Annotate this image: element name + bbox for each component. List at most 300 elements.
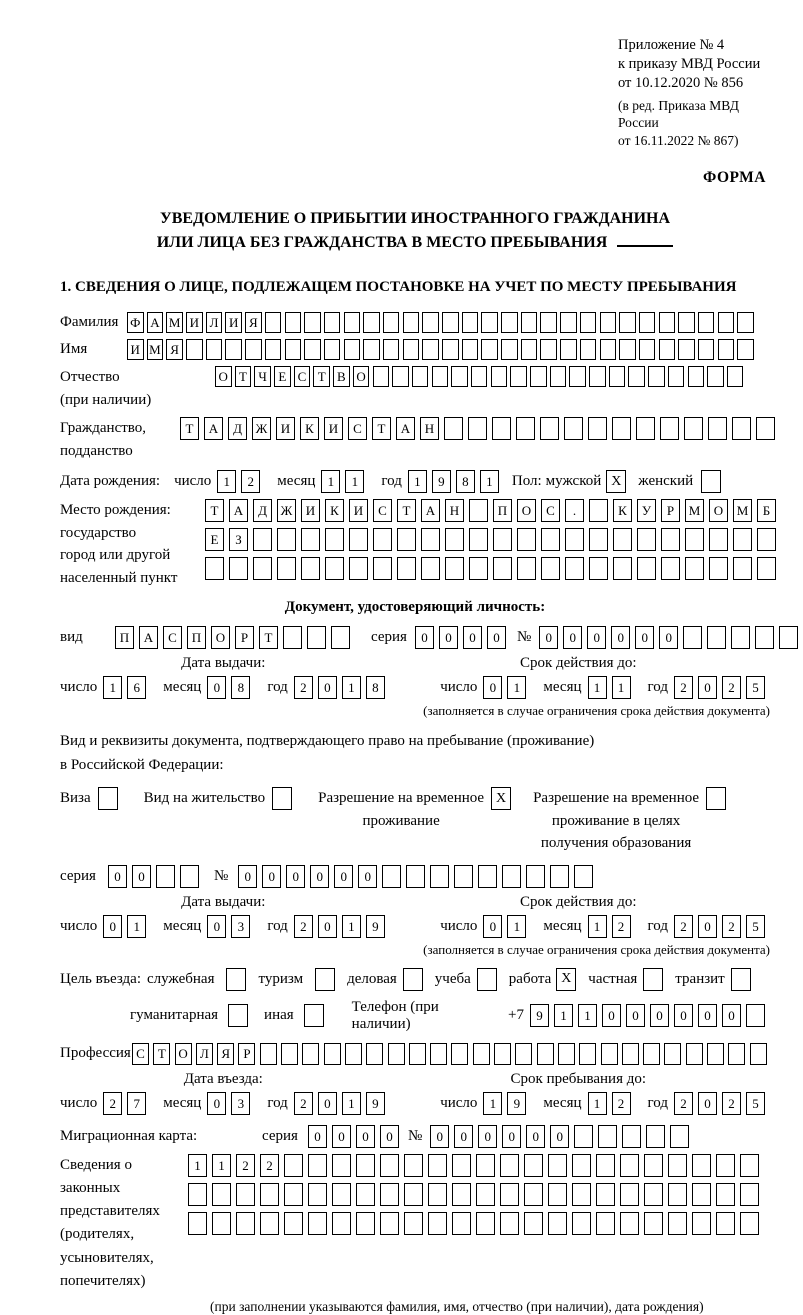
char-box[interactable]: К — [613, 499, 632, 522]
char-box[interactable] — [409, 1043, 426, 1065]
char-box[interactable] — [253, 528, 272, 551]
char-box[interactable]: И — [324, 417, 343, 440]
char-box[interactable] — [598, 1125, 617, 1148]
char-box[interactable]: 0 — [262, 865, 281, 888]
char-box[interactable]: А — [147, 312, 164, 333]
char-box[interactable]: 2 — [294, 1092, 313, 1115]
char-box[interactable]: 2 — [236, 1154, 255, 1177]
char-box[interactable] — [707, 626, 726, 649]
char-box[interactable]: 0 — [635, 626, 654, 649]
char-box[interactable] — [746, 1004, 765, 1027]
char-box[interactable] — [277, 557, 296, 580]
char-box[interactable] — [510, 366, 527, 387]
char-box[interactable] — [636, 417, 655, 440]
char-box[interactable] — [661, 528, 680, 551]
char-box[interactable] — [709, 557, 728, 580]
char-box[interactable]: И — [225, 312, 242, 333]
purpose-official-checkbox[interactable] — [226, 968, 246, 991]
char-box[interactable] — [236, 1212, 255, 1235]
char-box[interactable] — [757, 557, 776, 580]
char-box[interactable]: С — [132, 1043, 149, 1065]
char-box[interactable]: 2 — [722, 915, 741, 938]
char-box[interactable] — [281, 1043, 298, 1065]
char-box[interactable]: 1 — [342, 676, 361, 699]
char-box[interactable] — [740, 1154, 759, 1177]
char-box[interactable] — [620, 1212, 639, 1235]
char-box[interactable] — [565, 557, 584, 580]
char-box[interactable] — [225, 339, 242, 360]
char-box[interactable]: Л — [206, 312, 223, 333]
char-box[interactable]: 1 — [507, 915, 526, 938]
char-box[interactable]: 0 — [103, 915, 122, 938]
char-box[interactable] — [688, 366, 705, 387]
char-box[interactable]: 2 — [674, 676, 693, 699]
char-box[interactable]: М — [733, 499, 752, 522]
char-box[interactable]: 0 — [238, 865, 257, 888]
char-box[interactable] — [444, 417, 463, 440]
char-box[interactable] — [661, 557, 680, 580]
char-box[interactable]: 5 — [746, 915, 765, 938]
char-box[interactable]: 0 — [108, 865, 127, 888]
char-box[interactable]: Р — [238, 1043, 255, 1065]
purpose-transit-checkbox[interactable] — [731, 968, 751, 991]
char-box[interactable]: 0 — [207, 1092, 226, 1115]
char-box[interactable] — [324, 312, 341, 333]
char-box[interactable] — [589, 499, 608, 522]
sex-male-checkbox[interactable]: X — [606, 470, 626, 493]
char-box[interactable]: Ж — [252, 417, 271, 440]
char-box[interactable] — [404, 1183, 423, 1206]
char-box[interactable] — [698, 312, 715, 333]
char-box[interactable] — [452, 1183, 471, 1206]
char-box[interactable] — [668, 1212, 687, 1235]
char-box[interactable] — [469, 557, 488, 580]
char-box[interactable]: 0 — [207, 676, 226, 699]
char-box[interactable] — [733, 557, 752, 580]
char-box[interactable] — [500, 1212, 519, 1235]
char-box[interactable]: 0 — [602, 1004, 621, 1027]
char-box[interactable]: 2 — [612, 1092, 631, 1115]
char-box[interactable] — [612, 417, 631, 440]
char-box[interactable] — [501, 339, 518, 360]
char-box[interactable] — [572, 1212, 591, 1235]
char-box[interactable]: 5 — [746, 676, 765, 699]
char-box[interactable] — [548, 1154, 567, 1177]
char-box[interactable] — [550, 865, 569, 888]
char-box[interactable] — [422, 339, 439, 360]
char-box[interactable]: 0 — [483, 915, 502, 938]
purpose-study-checkbox[interactable] — [477, 968, 497, 991]
char-box[interactable] — [428, 1154, 447, 1177]
char-box[interactable] — [620, 1183, 639, 1206]
char-box[interactable] — [755, 626, 774, 649]
char-box[interactable]: 0 — [415, 626, 434, 649]
char-box[interactable]: И — [301, 499, 320, 522]
char-box[interactable]: 1 — [483, 1092, 502, 1115]
char-box[interactable] — [678, 312, 695, 333]
char-box[interactable]: Е — [274, 366, 291, 387]
char-box[interactable] — [644, 1212, 663, 1235]
char-box[interactable] — [332, 1154, 351, 1177]
char-box[interactable]: 0 — [332, 1125, 351, 1148]
char-box[interactable]: И — [186, 312, 203, 333]
char-box[interactable] — [392, 366, 409, 387]
char-box[interactable] — [373, 528, 392, 551]
char-box[interactable] — [478, 865, 497, 888]
char-box[interactable]: О — [211, 626, 230, 649]
char-box[interactable] — [363, 312, 380, 333]
char-box[interactable] — [727, 366, 744, 387]
sex-female-checkbox[interactable] — [701, 470, 721, 493]
char-box[interactable]: Т — [235, 366, 252, 387]
char-box[interactable]: О — [353, 366, 370, 387]
char-box[interactable] — [481, 339, 498, 360]
char-box[interactable] — [260, 1183, 279, 1206]
char-box[interactable]: И — [349, 499, 368, 522]
char-box[interactable]: Р — [235, 626, 254, 649]
char-box[interactable]: Ж — [277, 499, 296, 522]
char-box[interactable] — [540, 417, 559, 440]
char-box[interactable] — [452, 1154, 471, 1177]
char-box[interactable] — [609, 366, 626, 387]
char-box[interactable] — [574, 865, 593, 888]
char-box[interactable]: К — [300, 417, 319, 440]
char-box[interactable] — [302, 1043, 319, 1065]
char-box[interactable] — [421, 528, 440, 551]
char-box[interactable] — [404, 1154, 423, 1177]
char-box[interactable] — [517, 528, 536, 551]
char-box[interactable]: 2 — [241, 470, 260, 493]
char-box[interactable] — [709, 528, 728, 551]
char-box[interactable] — [579, 1043, 596, 1065]
char-box[interactable] — [664, 1043, 681, 1065]
char-box[interactable] — [613, 528, 632, 551]
char-box[interactable] — [412, 366, 429, 387]
char-box[interactable]: С — [373, 499, 392, 522]
char-box[interactable] — [516, 417, 535, 440]
char-box[interactable]: 0 — [539, 626, 558, 649]
char-box[interactable] — [622, 1125, 641, 1148]
char-box[interactable] — [404, 1212, 423, 1235]
char-box[interactable] — [188, 1212, 207, 1235]
purpose-tourism-checkbox[interactable] — [315, 968, 335, 991]
char-box[interactable]: 0 — [698, 676, 717, 699]
char-box[interactable] — [308, 1212, 327, 1235]
char-box[interactable] — [476, 1183, 495, 1206]
char-box[interactable] — [589, 528, 608, 551]
char-box[interactable] — [481, 312, 498, 333]
char-box[interactable]: 1 — [188, 1154, 207, 1177]
char-box[interactable]: 0 — [502, 1125, 521, 1148]
char-box[interactable]: 5 — [746, 1092, 765, 1115]
char-box[interactable] — [265, 339, 282, 360]
char-box[interactable]: Д — [253, 499, 272, 522]
char-box[interactable]: 1 — [507, 676, 526, 699]
char-box[interactable]: 0 — [563, 626, 582, 649]
char-box[interactable]: 1 — [321, 470, 340, 493]
char-box[interactable]: 0 — [132, 865, 151, 888]
char-box[interactable] — [648, 366, 665, 387]
char-box[interactable] — [757, 528, 776, 551]
char-box[interactable] — [500, 1183, 519, 1206]
char-box[interactable] — [451, 366, 468, 387]
char-box[interactable] — [469, 499, 488, 522]
char-box[interactable] — [639, 339, 656, 360]
purpose-humanitarian-checkbox[interactable] — [228, 1004, 248, 1027]
char-box[interactable]: 6 — [127, 676, 146, 699]
char-box[interactable] — [260, 1043, 277, 1065]
purpose-private-checkbox[interactable] — [643, 968, 663, 991]
char-box[interactable]: 0 — [626, 1004, 645, 1027]
char-box[interactable]: И — [127, 339, 144, 360]
char-box[interactable] — [403, 339, 420, 360]
purpose-other-checkbox[interactable] — [304, 1004, 324, 1027]
char-box[interactable]: П — [187, 626, 206, 649]
char-box[interactable]: 9 — [507, 1092, 526, 1115]
char-box[interactable]: Б — [757, 499, 776, 522]
char-box[interactable]: 9 — [530, 1004, 549, 1027]
char-box[interactable]: М — [147, 339, 164, 360]
char-box[interactable]: С — [294, 366, 311, 387]
char-box[interactable] — [732, 417, 751, 440]
char-box[interactable] — [397, 557, 416, 580]
char-box[interactable]: 2 — [674, 915, 693, 938]
char-box[interactable] — [692, 1154, 711, 1177]
char-box[interactable] — [596, 1212, 615, 1235]
char-box[interactable]: 3 — [231, 915, 250, 938]
char-box[interactable]: 0 — [487, 626, 506, 649]
purpose-business-checkbox[interactable] — [403, 968, 423, 991]
char-box[interactable] — [428, 1183, 447, 1206]
char-box[interactable] — [403, 312, 420, 333]
char-box[interactable] — [180, 865, 199, 888]
char-box[interactable]: 0 — [698, 915, 717, 938]
char-box[interactable]: Т — [205, 499, 224, 522]
char-box[interactable]: 0 — [207, 915, 226, 938]
char-box[interactable]: 0 — [334, 865, 353, 888]
char-box[interactable] — [733, 528, 752, 551]
char-box[interactable]: П — [493, 499, 512, 522]
char-box[interactable]: Т — [313, 366, 330, 387]
char-box[interactable] — [646, 1125, 665, 1148]
char-box[interactable]: 1 — [345, 470, 364, 493]
char-box[interactable]: 8 — [231, 676, 250, 699]
char-box[interactable]: 0 — [550, 1125, 569, 1148]
char-box[interactable] — [596, 1183, 615, 1206]
char-box[interactable]: Т — [180, 417, 199, 440]
char-box[interactable]: 1 — [588, 915, 607, 938]
char-box[interactable] — [569, 366, 586, 387]
char-box[interactable]: А — [421, 499, 440, 522]
char-box[interactable] — [308, 1183, 327, 1206]
char-box[interactable] — [685, 557, 704, 580]
char-box[interactable] — [548, 1212, 567, 1235]
char-box[interactable]: 8 — [366, 676, 385, 699]
char-box[interactable]: М — [166, 312, 183, 333]
char-box[interactable] — [380, 1183, 399, 1206]
char-box[interactable] — [580, 312, 597, 333]
char-box[interactable]: 1 — [612, 676, 631, 699]
char-box[interactable]: Я — [166, 339, 183, 360]
char-box[interactable] — [574, 1125, 593, 1148]
char-box[interactable]: 1 — [212, 1154, 231, 1177]
char-box[interactable] — [188, 1183, 207, 1206]
char-box[interactable]: 0 — [659, 626, 678, 649]
char-box[interactable] — [493, 557, 512, 580]
char-box[interactable] — [468, 417, 487, 440]
char-box[interactable]: 2 — [294, 915, 313, 938]
char-box[interactable]: 1 — [342, 1092, 361, 1115]
char-box[interactable] — [156, 865, 175, 888]
char-box[interactable]: 0 — [318, 676, 337, 699]
char-box[interactable]: 9 — [366, 1092, 385, 1115]
char-box[interactable] — [692, 1212, 711, 1235]
char-box[interactable] — [260, 1212, 279, 1235]
char-box[interactable]: 0 — [587, 626, 606, 649]
char-box[interactable]: Р — [661, 499, 680, 522]
char-box[interactable] — [428, 1212, 447, 1235]
char-box[interactable] — [501, 312, 518, 333]
char-box[interactable] — [637, 557, 656, 580]
char-box[interactable]: 0 — [439, 626, 458, 649]
char-box[interactable] — [526, 865, 545, 888]
char-box[interactable] — [622, 1043, 639, 1065]
char-box[interactable] — [718, 312, 735, 333]
char-box[interactable]: Я — [217, 1043, 234, 1065]
char-box[interactable] — [205, 557, 224, 580]
char-box[interactable] — [540, 339, 557, 360]
char-box[interactable] — [373, 557, 392, 580]
char-box[interactable] — [284, 1183, 303, 1206]
char-box[interactable]: А — [229, 499, 248, 522]
char-box[interactable] — [325, 557, 344, 580]
char-box[interactable]: . — [565, 499, 584, 522]
char-box[interactable]: 0 — [310, 865, 329, 888]
char-box[interactable] — [524, 1212, 543, 1235]
char-box[interactable]: 1 — [342, 915, 361, 938]
char-box[interactable]: 1 — [480, 470, 499, 493]
char-box[interactable]: Н — [445, 499, 464, 522]
char-box[interactable] — [349, 528, 368, 551]
char-box[interactable] — [492, 417, 511, 440]
char-box[interactable]: С — [348, 417, 367, 440]
char-box[interactable] — [471, 366, 488, 387]
char-box[interactable]: 2 — [674, 1092, 693, 1115]
char-box[interactable] — [324, 339, 341, 360]
edu-permit-checkbox[interactable] — [706, 787, 726, 810]
char-box[interactable] — [382, 865, 401, 888]
char-box[interactable] — [619, 339, 636, 360]
char-box[interactable]: И — [276, 417, 295, 440]
char-box[interactable] — [356, 1183, 375, 1206]
char-box[interactable]: 2 — [722, 676, 741, 699]
char-box[interactable] — [473, 1043, 490, 1065]
char-box[interactable] — [285, 312, 302, 333]
char-box[interactable] — [619, 312, 636, 333]
char-box[interactable] — [356, 1212, 375, 1235]
char-box[interactable] — [345, 1043, 362, 1065]
char-box[interactable] — [491, 366, 508, 387]
char-box[interactable]: Я — [245, 312, 262, 333]
char-box[interactable] — [283, 626, 302, 649]
char-box[interactable] — [432, 366, 449, 387]
char-box[interactable] — [716, 1212, 735, 1235]
char-box[interactable]: 0 — [674, 1004, 693, 1027]
char-box[interactable]: 7 — [127, 1092, 146, 1115]
char-box[interactable]: К — [325, 499, 344, 522]
char-box[interactable] — [668, 1154, 687, 1177]
char-box[interactable] — [494, 1043, 511, 1065]
char-box[interactable] — [462, 339, 479, 360]
char-box[interactable]: 0 — [483, 676, 502, 699]
char-box[interactable]: 1 — [127, 915, 146, 938]
char-box[interactable] — [452, 1212, 471, 1235]
char-box[interactable] — [707, 366, 724, 387]
char-box[interactable]: Д — [228, 417, 247, 440]
char-box[interactable] — [308, 1154, 327, 1177]
char-box[interactable] — [668, 366, 685, 387]
char-box[interactable]: 0 — [356, 1125, 375, 1148]
char-box[interactable]: 1 — [578, 1004, 597, 1027]
char-box[interactable]: 9 — [366, 915, 385, 938]
char-box[interactable]: Т — [372, 417, 391, 440]
char-box[interactable] — [383, 312, 400, 333]
char-box[interactable] — [728, 1043, 745, 1065]
char-box[interactable] — [692, 1183, 711, 1206]
char-box[interactable] — [277, 528, 296, 551]
char-box[interactable] — [324, 1043, 341, 1065]
char-box[interactable] — [301, 528, 320, 551]
char-box[interactable] — [344, 339, 361, 360]
char-box[interactable] — [718, 339, 735, 360]
char-box[interactable] — [670, 1125, 689, 1148]
char-box[interactable] — [756, 417, 775, 440]
char-box[interactable] — [698, 339, 715, 360]
char-box[interactable] — [445, 557, 464, 580]
char-box[interactable] — [356, 1154, 375, 1177]
char-box[interactable]: 0 — [698, 1004, 717, 1027]
char-box[interactable] — [430, 865, 449, 888]
char-box[interactable]: А — [139, 626, 158, 649]
char-box[interactable] — [643, 1043, 660, 1065]
char-box[interactable]: 2 — [294, 676, 313, 699]
char-box[interactable]: А — [204, 417, 223, 440]
char-box[interactable] — [476, 1212, 495, 1235]
char-box[interactable] — [442, 312, 459, 333]
char-box[interactable] — [541, 528, 560, 551]
char-box[interactable]: 2 — [260, 1154, 279, 1177]
char-box[interactable]: 0 — [430, 1125, 449, 1148]
char-box[interactable] — [685, 528, 704, 551]
char-box[interactable]: 0 — [318, 1092, 337, 1115]
char-box[interactable] — [596, 1154, 615, 1177]
char-box[interactable] — [325, 528, 344, 551]
char-box[interactable]: Ч — [254, 366, 271, 387]
char-box[interactable]: 8 — [456, 470, 475, 493]
char-box[interactable] — [637, 528, 656, 551]
char-box[interactable]: 9 — [432, 470, 451, 493]
char-box[interactable] — [373, 366, 390, 387]
char-box[interactable] — [628, 366, 645, 387]
char-box[interactable]: 0 — [478, 1125, 497, 1148]
char-box[interactable] — [349, 557, 368, 580]
char-box[interactable] — [564, 417, 583, 440]
char-box[interactable] — [383, 339, 400, 360]
char-box[interactable] — [445, 528, 464, 551]
char-box[interactable] — [406, 865, 425, 888]
char-box[interactable]: Т — [397, 499, 416, 522]
char-box[interactable] — [422, 312, 439, 333]
